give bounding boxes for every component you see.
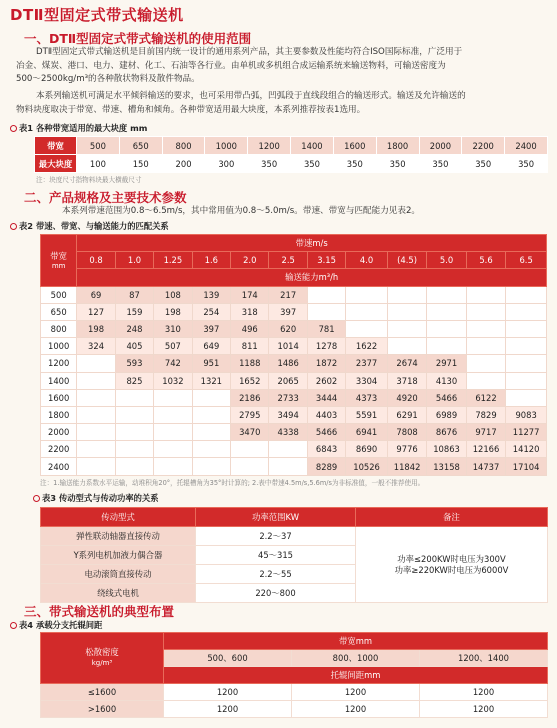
table2-speed-cell: (4.5): [387, 252, 426, 269]
table4-width-header: 带宽mm: [164, 633, 548, 650]
table2-cell: [269, 441, 307, 458]
table1-cell: 300: [205, 155, 248, 173]
table2-row: [41, 303, 547, 320]
table2-corner-label: 带宽: [50, 251, 68, 262]
table2-cell: [115, 406, 153, 423]
table2-row: [41, 441, 547, 458]
table2-cell: 6843: [307, 441, 345, 458]
table2-cell: [154, 424, 192, 441]
table3-row: [41, 527, 548, 546]
table2-note: 注：1.输送能力系数水平运输，动堆积角20°，托辊槽角为35°时计算的; 2.表中带速4.5m/s,5.6m/s为非标准值，一般不推荐使用。: [40, 479, 425, 487]
table2-cell: 5466: [307, 424, 345, 441]
table4-corner-line2: kg/m³: [91, 659, 113, 667]
table2-cell: 13158: [427, 458, 466, 475]
table2-width-cell: 1000: [41, 338, 77, 355]
section1-p2-line1: 本系列输送机可满足水平倾斜输送的要求，也可采用带凸弧，凹弧段于直线段组合的输送形式。输送及允许输送的: [36, 91, 466, 101]
table2-cell: [506, 286, 547, 303]
table3-type-cell: 电动滚筒直接传动: [41, 565, 196, 584]
table4-width-cell: 800、1000: [292, 650, 420, 667]
table2-cell: 17104: [506, 458, 547, 475]
table2-cell: [77, 355, 115, 372]
table1-row-label: 带宽: [35, 137, 77, 155]
table1-cell: 1200: [248, 137, 291, 155]
table2-cell: 14120: [506, 441, 547, 458]
table2-cell: 2065: [269, 372, 307, 389]
table1-cell: 350: [505, 155, 548, 173]
table2-cell: [192, 389, 230, 406]
table2-cell: [154, 458, 192, 475]
table4-width-cell: 500、600: [164, 650, 292, 667]
table4-caption: [10, 619, 102, 631]
table2-row: [41, 424, 547, 441]
section2-heading: 二、产品规格及主要技术参数: [24, 190, 187, 205]
table2-cell: 3718: [387, 372, 426, 389]
table2-cell: [466, 303, 505, 320]
section1-paragraph1: [16, 46, 548, 87]
table2-cell: 1872: [307, 355, 345, 372]
table2-caption-text: 表2 带速、带宽、与输送能力的匹配关系: [19, 221, 169, 231]
table2-cell: 2377: [346, 355, 388, 372]
table2-cell: 198: [77, 320, 115, 337]
table2-cell: 811: [231, 338, 269, 355]
table2-cell: 3494: [269, 406, 307, 423]
table2-cell: 2602: [307, 372, 345, 389]
table2-capacity-header: 输送能力m³/h: [77, 269, 547, 286]
table2-speed-cell: 2.0: [231, 252, 269, 269]
table2-cell: [466, 338, 505, 355]
table2-cell: 9717: [466, 424, 505, 441]
table2-cell: [506, 320, 547, 337]
table2-cell: [77, 389, 115, 406]
table4-idler-spacing: [40, 632, 548, 718]
table2-caption: [10, 220, 169, 232]
table2-width-cell: 2000: [41, 424, 77, 441]
section1-p1-line1: DTⅡ型固定式带式输送机是目前国内统一设计的通用系列产品，其主要参数及性能均符合ISO国际标准，广泛用于: [36, 47, 463, 57]
table2-cell: 14737: [466, 458, 505, 475]
table4-cell: 1200: [164, 701, 292, 718]
table2-speed-cell: 5.0: [427, 252, 466, 269]
table2-speed-cell: 3.15: [307, 252, 345, 269]
table2-cell: [77, 406, 115, 423]
table2-cell: 6989: [427, 406, 466, 423]
table1-note: 注：块度尺寸指物料块最大横截尺寸: [36, 176, 142, 184]
table2-cell: [192, 406, 230, 423]
table2-row: [41, 286, 547, 303]
table2-speed-cell: 5.6: [466, 252, 505, 269]
table2-cell: 1321: [192, 372, 230, 389]
table2-speed-cell: 6.5: [506, 252, 547, 269]
table1-cell: 350: [248, 155, 291, 173]
table2-cell: 9083: [506, 406, 547, 423]
table1-cell: 800: [162, 137, 205, 155]
table2-speed-cell: 4.0: [346, 252, 388, 269]
table2-cell: [115, 389, 153, 406]
table2-cell: [346, 303, 388, 320]
table2-header-speed: [41, 235, 547, 252]
table2-speed-cell: 0.8: [77, 252, 115, 269]
table2-cell: 397: [192, 320, 230, 337]
table3-header: 传动型式: [41, 508, 196, 527]
table2-cell: [269, 458, 307, 475]
table1-cell: 1400: [291, 137, 334, 155]
table2-cell: 254: [192, 303, 230, 320]
table2-cell: 8676: [427, 424, 466, 441]
table4-width-cell: 1200、1400: [420, 650, 548, 667]
table2-cell: 9776: [387, 441, 426, 458]
table2-cell: [115, 424, 153, 441]
table2-cell: 1032: [154, 372, 192, 389]
table2-cell: [387, 320, 426, 337]
table2-cell: [192, 424, 230, 441]
table3-power-cell: 2.2～55: [196, 565, 356, 584]
table3-type-cell: 绕线式电机: [41, 584, 196, 603]
table2-cell: 649: [192, 338, 230, 355]
table3-remark-line2: 功率≥220KW时电压为6000V: [394, 564, 509, 575]
table2-cell: 4338: [269, 424, 307, 441]
table2-speed-capacity: [40, 234, 547, 476]
table1-caption: [10, 122, 147, 134]
table2-cell: [154, 406, 192, 423]
table2-width-cell: 1400: [41, 372, 77, 389]
table1-caption-text: 表1 各种带宽适用的最大块度 mm: [19, 123, 148, 133]
table2-cell: [231, 458, 269, 475]
table4-spacing-header: 托辊间距mm: [164, 667, 548, 684]
table2-cell: 1486: [269, 355, 307, 372]
table2-width-cell: 1800: [41, 406, 77, 423]
table2-cell: 11842: [387, 458, 426, 475]
table2-cell: 2971: [427, 355, 466, 372]
table4-cell: 1200: [292, 701, 420, 718]
table2-width-cell: 650: [41, 303, 77, 320]
table2-width-cell: 800: [41, 320, 77, 337]
section2-paragraph: 本系列带速范围为0.8～6.5m/s，其中常用值为0.8～5.0m/s。带速、带宽与匹配能力见表2。: [62, 206, 421, 216]
table2-cell: [192, 458, 230, 475]
table2-cell: 248: [115, 320, 153, 337]
table2-body: [41, 286, 547, 475]
table1-cell: 2000: [419, 137, 462, 155]
table2-cell: 593: [115, 355, 153, 372]
table2-cell: 781: [307, 320, 345, 337]
table3-remark-line1: 功率≤200KW时电压为300V: [397, 553, 506, 564]
table2-cell: 825: [115, 372, 153, 389]
table1-cell: 350: [291, 155, 334, 173]
table1-cell: 1800: [376, 137, 419, 155]
table2-cell: [77, 458, 115, 475]
table2-cell: [387, 286, 426, 303]
table2-cell: 5466: [427, 389, 466, 406]
table2-cell: [506, 355, 547, 372]
table2-cell: 8289: [307, 458, 345, 475]
table4-row: [41, 684, 548, 701]
table2-cell: 310: [154, 320, 192, 337]
table2-width-cell: 1200: [41, 355, 77, 372]
table2-cell: [506, 338, 547, 355]
table4-density-cell: ≤1600: [41, 684, 164, 701]
table2-speed-header: 带速m/s: [77, 235, 547, 252]
table2-capacity-header-row: [41, 269, 547, 286]
table2-cell: 620: [269, 320, 307, 337]
table2-row: [41, 320, 547, 337]
table2-cell: 7829: [466, 406, 505, 423]
table3-type-cell: 弹性联动轴器直接传动: [41, 527, 196, 546]
table1-cell: 1000: [205, 137, 248, 155]
table2-cell: [387, 338, 426, 355]
table1-row-label: 最大块度: [35, 155, 77, 173]
bullet-icon: [10, 125, 17, 132]
table2-cell: 10863: [427, 441, 466, 458]
bullet-icon: [10, 622, 17, 629]
table2-width-cell: 500: [41, 286, 77, 303]
table2-cell: [154, 389, 192, 406]
table3-remark-cell: [356, 527, 548, 603]
table4-cell: 1200: [420, 701, 548, 718]
table2-cell: [466, 286, 505, 303]
section1-heading: 一、DTⅡ型固定式带式输送机的使用范围: [24, 31, 252, 46]
table1-max-lump-size: [34, 136, 548, 173]
table2-cell: 4373: [346, 389, 388, 406]
table3-caption-text: 表3 传动型式与传动功率的关系: [42, 493, 159, 503]
table2-cell: [506, 303, 547, 320]
bullet-icon: [10, 223, 17, 230]
table2-cell: 318: [231, 303, 269, 320]
table1-cell: 2200: [462, 137, 505, 155]
table2-corner: [41, 235, 77, 287]
table2-cell: [307, 303, 345, 320]
table2-cell: [231, 441, 269, 458]
section1-p2-line2: 物料块度取决于带宽、带速、槽角和倾角。各种带宽适用最大块度，本系列推荐按表1选用。: [16, 104, 366, 115]
table2-cell: 324: [77, 338, 115, 355]
table2-cell: 87: [115, 286, 153, 303]
table2-cell: 1278: [307, 338, 345, 355]
table2-cell: 4920: [387, 389, 426, 406]
table2-cell: [427, 286, 466, 303]
table1-cell: 350: [333, 155, 376, 173]
table2-cell: 159: [115, 303, 153, 320]
table2-cell: 12166: [466, 441, 505, 458]
table4-cell: 1200: [292, 684, 420, 701]
table2-row: [41, 338, 547, 355]
table2-cell: [346, 286, 388, 303]
table2-cell: 10526: [346, 458, 388, 475]
table1-row-width: [35, 137, 548, 155]
table2-row: [41, 406, 547, 423]
table1-cell: 350: [376, 155, 419, 173]
table2-cell: 507: [154, 338, 192, 355]
table2-speed-cell: 1.25: [154, 252, 192, 269]
table2-cell: [387, 303, 426, 320]
table2-cell: [307, 286, 345, 303]
table2-cell: 4403: [307, 406, 345, 423]
table2-speed-cell: 1.6: [192, 252, 230, 269]
table1-row-size: [35, 155, 548, 173]
table2-cell: 405: [115, 338, 153, 355]
table2-corner-unit: mm: [51, 262, 66, 271]
table2-cell: 7808: [387, 424, 426, 441]
table2-row: [41, 355, 547, 372]
section3-heading: 三、带式输送机的典型布置: [24, 604, 175, 619]
table2-cell: 174: [231, 286, 269, 303]
table1-cell: 350: [419, 155, 462, 173]
table2-cell: 108: [154, 286, 192, 303]
table2-cell: 2186: [231, 389, 269, 406]
table2-width-cell: 1600: [41, 389, 77, 406]
table2-cell: [466, 355, 505, 372]
table2-cell: 951: [192, 355, 230, 372]
table2-cell: [115, 441, 153, 458]
table2-cell: [506, 389, 547, 406]
table2-cell: 6291: [387, 406, 426, 423]
table3-power-cell: 220～800: [196, 584, 356, 603]
table3-caption: [33, 492, 159, 504]
table2-cell: [427, 338, 466, 355]
table3-drive-power: [40, 507, 548, 603]
table2-cell: 2795: [231, 406, 269, 423]
table2-cell: [466, 320, 505, 337]
table2-cell: 6941: [346, 424, 388, 441]
table1-cell: 2400: [505, 137, 548, 155]
table4-caption-text: 表4 承载分支托辊间距: [19, 620, 103, 630]
table2-cell: 3444: [307, 389, 345, 406]
table2-cell: 8690: [346, 441, 388, 458]
table3-header: 功率范围KW: [196, 508, 356, 527]
table3-header: 备注: [356, 508, 548, 527]
table1-cell: 1600: [333, 137, 376, 155]
table1-cell: 650: [119, 137, 162, 155]
table4-corner-line1: 松散密度: [85, 647, 119, 657]
table1-cell: 500: [77, 137, 120, 155]
table2-cell: [346, 320, 388, 337]
table2-cell: [115, 458, 153, 475]
table3-header-row: [41, 508, 548, 527]
table4-header-row: [41, 633, 548, 650]
table2-cell: 496: [231, 320, 269, 337]
table2-cell: [77, 424, 115, 441]
table4-density-cell: >1600: [41, 701, 164, 718]
table2-width-cell: 2200: [41, 441, 77, 458]
table2-cell: 1014: [269, 338, 307, 355]
table2-cell: 742: [154, 355, 192, 372]
table2-cell: 217: [269, 286, 307, 303]
table4-corner: [41, 633, 164, 684]
table2-cell: 69: [77, 286, 115, 303]
table2-cell: [506, 372, 547, 389]
table2-row: [41, 458, 547, 475]
table3-power-cell: 2.2～37: [196, 527, 356, 546]
table2-cell: [154, 441, 192, 458]
table2-cell: 11277: [506, 424, 547, 441]
section1-p1-line3: 500～2500kg/m³的各种散状物料及散件物品。: [16, 74, 200, 85]
bullet-icon: [33, 495, 40, 502]
table2-cell: 2733: [269, 389, 307, 406]
table2-row: [41, 372, 547, 389]
page-title: DTⅡ型固定式带式输送机: [10, 6, 184, 24]
table2-cell: 1652: [231, 372, 269, 389]
table3-type-cell: Y系列电机加液力偶合器: [41, 546, 196, 565]
table4-cell: 1200: [164, 684, 292, 701]
table2-speed-cell: 2.5: [269, 252, 307, 269]
table2-row: [41, 389, 547, 406]
table3-power-cell: 45～315: [196, 546, 356, 565]
table2-cell: 139: [192, 286, 230, 303]
table2-cell: 3304: [346, 372, 388, 389]
table2-cell: 397: [269, 303, 307, 320]
table2-width-cell: 2400: [41, 458, 77, 475]
table2-cell: [427, 303, 466, 320]
table2-cell: 1622: [346, 338, 388, 355]
table2-cell: 1188: [231, 355, 269, 372]
table4-cell: 1200: [420, 684, 548, 701]
table2-cell: [77, 441, 115, 458]
table1-cell: 350: [462, 155, 505, 173]
table4-row: [41, 701, 548, 718]
table2-cell: 127: [77, 303, 115, 320]
table2-cell: 6122: [466, 389, 505, 406]
table1-cell: 100: [77, 155, 120, 173]
table2-cell: [192, 441, 230, 458]
table1-cell: 150: [119, 155, 162, 173]
table2-speed-cell: 1.0: [115, 252, 153, 269]
table2-cell: 198: [154, 303, 192, 320]
table2-cell: [427, 320, 466, 337]
table2-cell: 3470: [231, 424, 269, 441]
table2-cell: 4130: [427, 372, 466, 389]
table2-cell: 2674: [387, 355, 426, 372]
table2-cell: [77, 372, 115, 389]
table1-cell: 200: [162, 155, 205, 173]
table2-speeds-row: [41, 252, 547, 269]
section1-paragraph2: [16, 90, 548, 117]
table2-cell: [466, 372, 505, 389]
table2-cell: 5591: [346, 406, 388, 423]
section1-p1-line2: 冶金、煤炭、港口、电力、建材、化工、石油等各行业。由单机或多机组合成运输系统来输送物料，可输送密度为: [16, 60, 446, 71]
